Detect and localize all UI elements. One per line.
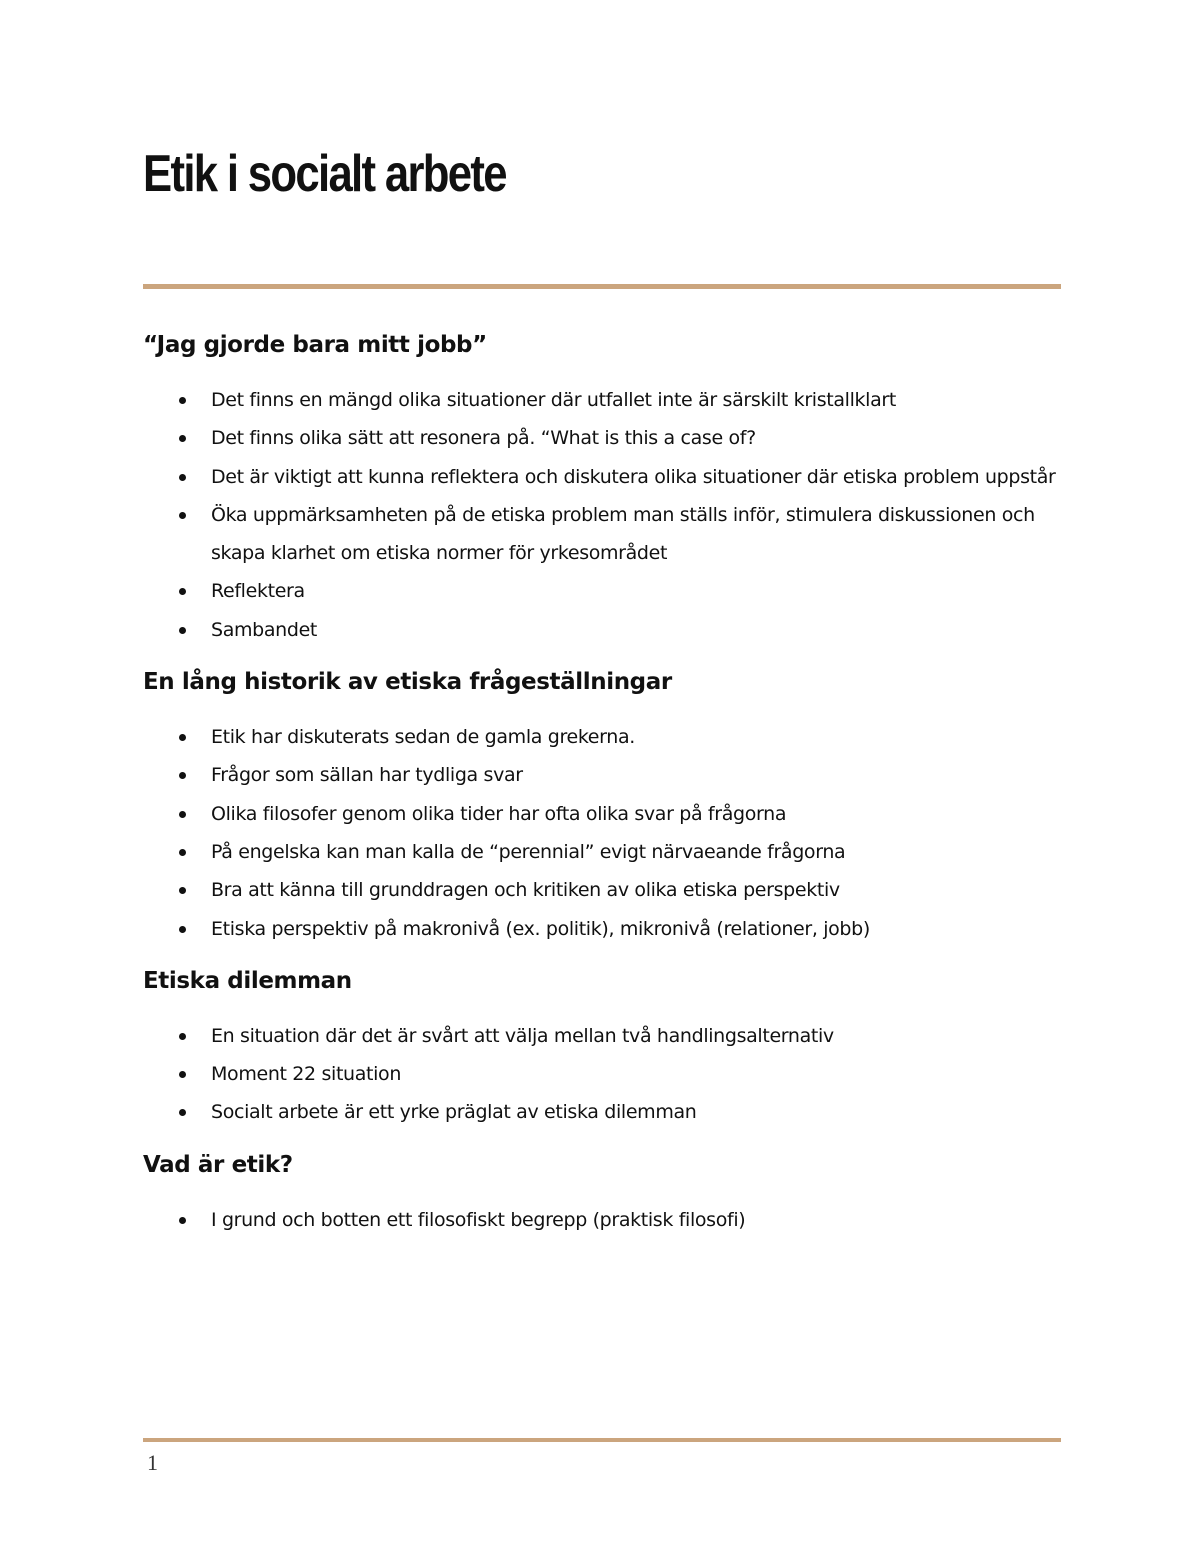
list-item bbox=[143, 1201, 1061, 1239]
bullet-icon bbox=[179, 435, 186, 442]
list-item bbox=[143, 871, 1061, 909]
list-item bbox=[143, 833, 1061, 871]
bullet-icon bbox=[179, 474, 186, 481]
list-item-text: Socialt arbete är ett yrke präglat av etiska dilemman bbox=[211, 1101, 697, 1124]
document-body bbox=[143, 322, 1061, 1249]
list-item-text: Sambandet bbox=[211, 618, 318, 641]
list-item-text: Olika filosofer genom olika tider har ofta olika svar på frågorna bbox=[211, 802, 787, 825]
section-heading: “Jag gjorde bara mitt jobb” bbox=[143, 332, 487, 358]
list-item-text: Det finns olika sätt att resonera på. “What is this a case of? bbox=[211, 427, 756, 450]
bullet-icon bbox=[179, 1071, 186, 1078]
bullet-list bbox=[143, 1017, 1061, 1132]
bullet-icon bbox=[179, 926, 186, 933]
bullet-icon bbox=[179, 1109, 186, 1116]
list-item-text: Moment 22 situation bbox=[211, 1063, 402, 1086]
list-item-text: Det är viktigt att kunna reflektera och diskutera olika situationer där etiska problem uppstår bbox=[211, 465, 1056, 488]
list-item bbox=[143, 572, 1061, 610]
list-item bbox=[143, 795, 1061, 833]
bullet-icon bbox=[179, 1033, 186, 1040]
bullet-icon bbox=[179, 772, 186, 779]
list-item-text: Frågor som sällan har tydliga svar bbox=[211, 764, 523, 787]
list-item bbox=[143, 381, 1061, 419]
list-item-text: Det finns en mängd olika situationer där utfallet inte är särskilt kristallklart bbox=[211, 389, 896, 411]
list-item-text: Reflektera bbox=[211, 580, 305, 603]
list-item-text: En situation där det är svårt att välja mellan två handlingsalternativ bbox=[211, 1024, 834, 1047]
list-item bbox=[143, 910, 1061, 948]
bullet-icon bbox=[179, 397, 186, 404]
list-item bbox=[143, 1017, 1061, 1055]
title-divider bbox=[143, 284, 1061, 289]
bullet-list bbox=[143, 1201, 1061, 1239]
bullet-icon bbox=[179, 512, 186, 519]
list-item-text: Bra att känna till grunddragen och kritiken av olika etiska perspektiv bbox=[211, 879, 840, 902]
list-item bbox=[143, 1093, 1061, 1131]
bullet-list bbox=[143, 381, 1061, 649]
list-item-text: Etiska perspektiv på makronivå (ex. politik), mikronivå (relationer, jobb) bbox=[211, 917, 870, 940]
page-number: 1 bbox=[147, 1450, 158, 1475]
footer-divider bbox=[143, 1438, 1061, 1442]
list-item bbox=[143, 1055, 1061, 1093]
page-title: Etik i socialt arbete bbox=[143, 145, 506, 203]
section-heading: Vad är etik? bbox=[143, 1151, 293, 1178]
bullet-icon bbox=[179, 1217, 186, 1224]
list-item-text: På engelska kan man kalla de “perennial” evigt närvaeande frågorna bbox=[211, 840, 846, 863]
section-heading: En lång historik av etiska frågeställningar bbox=[143, 669, 672, 696]
list-item bbox=[143, 718, 1061, 756]
bullet-icon bbox=[179, 627, 186, 634]
bullet-icon bbox=[179, 849, 186, 856]
list-item bbox=[143, 419, 1061, 457]
bullet-list bbox=[143, 718, 1061, 948]
bullet-icon bbox=[179, 811, 186, 818]
section-heading: Etiska dilemman bbox=[143, 967, 352, 994]
list-item-text: I grund och botten ett filosofiskt begrepp (praktisk filosofi) bbox=[211, 1208, 746, 1231]
list-item bbox=[143, 611, 1061, 649]
bullet-icon bbox=[179, 887, 186, 894]
bullet-icon bbox=[179, 588, 186, 595]
list-item-text: Etik har diskuterats sedan de gamla grekerna. bbox=[211, 726, 635, 749]
list-item-text: Öka uppmärksamheten på de etiska problem man ställs inför, stimulera diskussionen och skapa klarhet om etiska normer för yrkesområdet bbox=[211, 503, 1035, 565]
list-item bbox=[143, 496, 1061, 573]
list-item bbox=[143, 458, 1061, 496]
list-item bbox=[143, 756, 1061, 794]
bullet-icon bbox=[179, 734, 186, 741]
